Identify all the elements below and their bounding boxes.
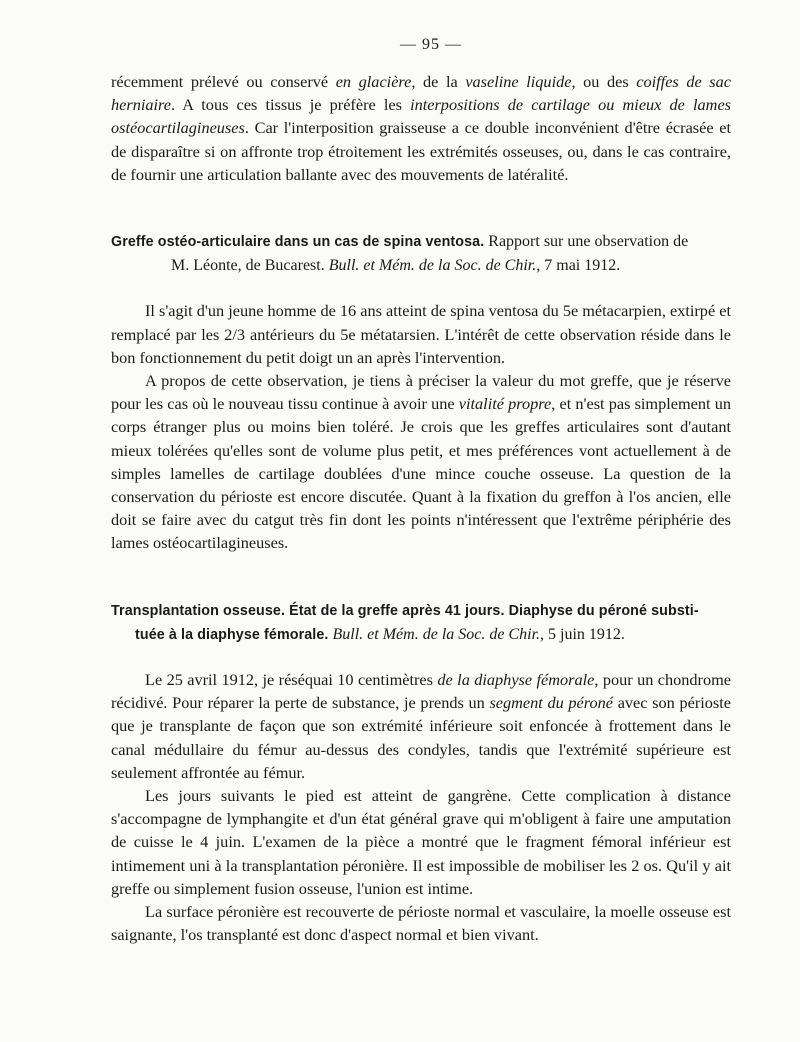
section2-title-line1: Transplantation osseuse. État de la greffe après 41 jours. Diaphyse du péroné substi- <box>111 602 699 619</box>
page <box>111 36 731 947</box>
section2-p1-text-3: avec son périoste que je transplante de façon que son extrémité inférieure soit enfoncée à frottement dans le canal médullaire du fémur au-dessus des condyles, tandis que l'extrémité supérieure est seulement affrontée au fémur. <box>111 693 731 782</box>
section1-p2-em: vitalité propre <box>458 394 552 414</box>
intro-text-3: , ou des <box>571 72 637 91</box>
intro-paragraph <box>111 70 731 186</box>
intro-text-1: récemment prélevé ou conservé <box>111 72 336 91</box>
intro-em-1: en glacière <box>335 72 412 91</box>
section1-p2-text-2: , et n'est pas simplement un corps étranger plus ou moins bien toléré. Je crois que les greffes articulaires sont d'autant mieux tolérées qu'elles sont de volume plus petit, et mes préférences vont actuellement à de simples lamelles de cartilage doublées d'une mince couche osseuse. La question de la conservation du périoste est encore discutée. Quant à la fixation du greffon à l'os ancien, elle doit se faire avec du catgut très fin dont les points n'intéressent que l'extrême périphérie des lames ostéocartilagineuses. <box>111 394 731 553</box>
section2-heading <box>111 599 731 647</box>
intro-text-4: . A tous ces tissus je préfère les <box>171 95 411 115</box>
section1-author: M. Léonte, de Bucarest. <box>171 257 329 275</box>
section1-date: , 7 mai 1912. <box>536 257 621 275</box>
section2-paragraph-2: Les jours suivants le pied est atteint de gangrène. Cette complication à distance s'accompagne de lymphangite et d'un état général grave qui m'obligent à faire une amputation de cuisse le 4 juin. L'examen de la pièce a montré que le fragment fémoral inférieur est intimement uni à la transplantation péronière. Il est impossible de mobiliser les 2 os. Qu'il y ait greffe ou simplement fusion osseuse, l'union est intime. <box>111 786 731 898</box>
section1-title-rest: Rapport sur une observation de <box>484 233 689 251</box>
intro-em-4: interpositions de cartilage ou mieux de lames ostéocartilagineuses <box>111 95 732 138</box>
intro-em-2: vaseline liquide <box>465 72 572 91</box>
section2-paragraph-3: La surface péronière est recouverte de périoste normal et vasculaire, la moelle osseuse est saignante, l'os transplanté est donc d'aspect normal et bien vivant. <box>111 902 731 945</box>
intro-em-3: coiffes de sac herniaire <box>111 72 731 115</box>
section2-p1-text-1: Le 25 avril 1912, je réséquai 10 centimètres <box>145 670 438 690</box>
intro-text-2: , de la <box>411 72 466 91</box>
intro-text-5: . Car l'interposition graisseuse a ce double inconvénient d'être écrasée et de disparaître si on affronte trop étroitement les extrémités osseuses, ou, dans le cas contraire, de fournir une articulation ballante avec des mouvements de latéralité. <box>111 118 731 184</box>
section2-p1-text-2: , pour un chondrome récidivé. Pour réparer la perte de substance, je prends un <box>111 670 731 713</box>
section2-p1-em-1: de la diaphyse fémorale <box>437 670 595 690</box>
section1-title-line2 <box>111 254 731 277</box>
section1-title: Greffe ostéo-articulaire dans un cas de spina ventosa. <box>111 234 485 251</box>
section2-paragraph-1 <box>111 668 731 784</box>
section1-heading <box>111 230 731 277</box>
section1-p2-text-1: A propos de cette observation, je tiens à préciser la valeur du mot greffe, que je réserve pour les cas où le nouveau tissu continue à avoir une <box>111 371 731 414</box>
section2-title-line2 <box>111 623 731 647</box>
section1-paragraph-1: Il s'agit d'un jeune homme de 16 ans atteint de spina ventosa du 5e métacarpien, extirpé et remplacé par les 2/3 antérieurs du 5e métatarsien. L'intérêt de cette observation réside dans le bon fonctionnement du petit doigt un an après l'intervention. <box>111 301 731 367</box>
section2-reference: Bull. et Mém. de la Soc. de Chir. <box>328 625 541 643</box>
section1-paragraph-2 <box>111 369 731 555</box>
page-number: — 95 — <box>400 36 462 53</box>
section2-title-bold-2: tuée à la diaphyse fémorale. <box>135 626 329 643</box>
section1-reference: Bull. et Mém. de la Soc. de Chir. <box>328 257 537 275</box>
section2-p1-em-2: segment du péroné <box>489 693 614 713</box>
section2-date: , 5 juin 1912. <box>540 625 625 643</box>
